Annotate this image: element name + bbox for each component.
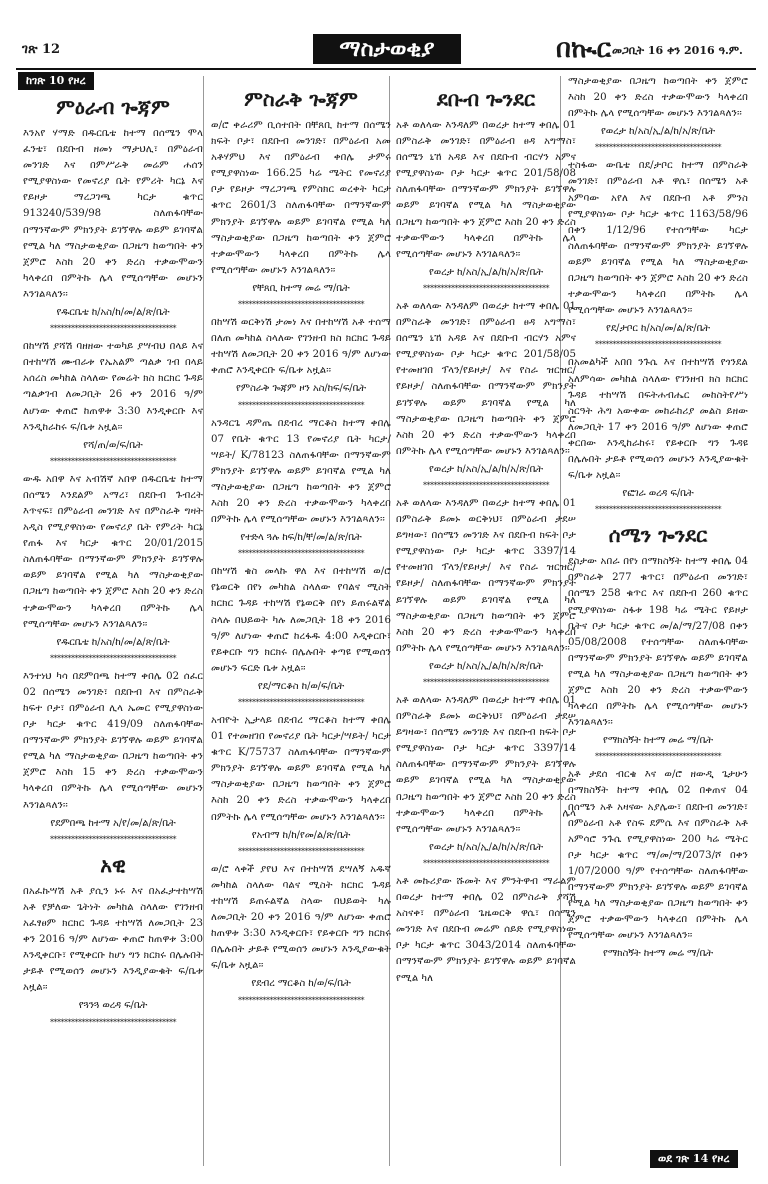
notice-separator: ************************************ xyxy=(595,340,721,350)
notice-text: በከሣሽ ቄስ መላኩ ዋለ እና በተከሣሽ ወ/ሮ የኔወርቅ በየነ መካከል ስላለው የባልና ሚስት ክርክር ጉዳይ ተከሣሽ የኔወርቅ በየነ ይጠሩልኛል ስላሉ በህይወት ካሉ ለመጋቢት 18 ቀን 2016 ዓ/ም ለሆነው ቀጠሮ ከረፋዱ 4:00 እዲቀርቡ፣ የይቀርቡ ግን ክርክሩ በሌሉበት ቀጣዩ የሚወሰን መሆኑን ፍርድ ቤቱ አዟል፡፡ xyxy=(211,566,391,674)
notice-separator: ************************************ xyxy=(238,549,364,559)
notice-separator: ************************************ xyxy=(423,283,549,293)
notice-text: ማስታወቂያው በጋዜጣ ከወጣበት ቀን ጀምሮ እስከ 20 ቀን ድረስ ተቃውሞውን ካላቀረበ በምትኩ ሌላ የሚሰጣቸው መሆኑን እንገልጻለን፡፡ xyxy=(568,76,748,120)
section-heading: ምስራቅ ጐጃም xyxy=(244,87,358,111)
column-3 xyxy=(396,80,576,987)
notice-separator: ************************************ xyxy=(238,300,364,310)
notice-separator: ************************************ xyxy=(50,1017,176,1027)
notice-separator: ************************************ xyxy=(238,698,364,707)
notice xyxy=(211,118,391,311)
notice-signature: የማክስኝት ከተማ መሬ ማ/ቤት xyxy=(602,948,714,960)
section-heading: ሰሜን ጐንደር xyxy=(608,523,708,548)
notice-text: አቶ ወለላው እንዳለም በወረታ ከተማ ቀበሌ 01 በምስራቅ ይመኑ ወርቅነህ፣ በምዕራብ ታደሠ ይግዛው፣ በሰሜን መንገድ እና በደቡብ ክፍት ቦታ የሚያዋስነው ቦታ ካርታ ቁጥር 3397/14 የተመዘገበ ፕላን/የይዞታ/ እና የስራ ዝርዝር/የይዞታ/ ስለጠፋባቸው በማንኛውም ምክንያት ይገኘዋሉ ወይም ይገባኛል የሚል ካለ ማስታወቂያው በጋዜጣ ከወጣበት ቀን ጀምሮ እስከ 20 ቀን ድረስ ተቃውሞውን ካላቀረበ በምትኩ ሌላ የሚሰጣቸው መሆኑን እንገልጻለን፡፡ xyxy=(396,497,576,654)
notice xyxy=(568,158,748,351)
notice-separator: ************************************ xyxy=(50,456,176,466)
notice xyxy=(23,339,203,468)
notice-text: በአመልካች አበበ ንጉሴ እና በተከሣሽ የጎንደል አለምሳው መካከል ስላለው የገንዘብ ክስ ክርክር ጉዳይ ተከሣሽ በፍትሐብሔር መከስትየሥነ ስርዓት ሕግ አውቀው መከራከሪያ መልስ ይዘው ለመጋቢት 17 ቀን 2016 ዓ/ም ለሆነው ቀጠሮ ቀርበው እንዲከራከሩ፣ የይቀርቡ ግን ጉዳዩ በሌሉበት ታይቶ የሚወሰን መሆኑን እንዲያውቁት ፍ/ቤቱ አዟል፡፡ xyxy=(568,357,748,482)
notice-signature: የዱርቤቴ ከ/አስ/ከ/መ/ል/ጽ/ቤት xyxy=(56,307,170,319)
notice-signature: የወረታ ከ/አስ/ኢ/ል/ከ/አ/ጽ/ቤት xyxy=(429,266,543,278)
notice-signature: የወረታ ከ/አስ/ኢ/ል/ከ/አ/ጽ/ቤት xyxy=(429,660,543,672)
notice-text: ተስፋው ውቤቴ በደ/ታቦር ከተማ በምስራቅ መንገድ፣ በምዕራብ አቶ ዋሴ፣ በሰሜን አቶ አምባው አየለ እና በደቡብ አቶ ምንስ የሚያዋስነው ቦታ ካርታ ቁጥር 1163/58/96 በቀን 1/12/96 የተሰጣቸው ካርታ ስለጠፋባቸው በማንኛውም ምክንያት ይገኘዋሉ ወይም ይገባኛል የሚል ካለ ማስታወቂያው በጋዜጣ ከወጣበት ቀን ጀምሮ እስከ 20 ቀን ድረስ ተቃውሞውን ካላቀረበ በምትኩ ሌላ የሚሰጣቸው መሆኑን እንገልጻለን፡፡ xyxy=(568,160,748,317)
notice xyxy=(23,126,203,335)
notice-separator: ************************************ xyxy=(238,400,364,410)
page-number: ገጽ 12 xyxy=(22,42,61,57)
issue-date: መጋቢት 16 ቀን 2016 ዓ.ም. xyxy=(612,44,743,57)
notice xyxy=(396,496,576,689)
section-heading: ደቡብ ጐንደር xyxy=(436,87,536,111)
notice-signature: የወረታ ከ/አስ/ኢ/ል/ከ/አ/ጽ/ቤት xyxy=(429,841,543,853)
notice-text: አቶ ወለላው እንዳለም በወረታ ከተማ ቀበሌ 01 በምስራቅ መንገድ፣ በምዕራብ ፀዳ አግማስ፣ በሰሜን ኒኸ አዳይ እና በደቡብ ብርሃን አምና የሚያዋስነው ቦታ ካርታ ቁጥር 201/58/05 የተመዘገበ ፕላን/የይዞታ/ እና የስራ ዝርዝር/የይዞታ/ ስለጠፋባቸው በማንኛውም ምክንያት ይገኘዋሉ ወይም ይገባኛል የሚል ካለ ማስታወቂያው በጋዜጣ ከወጣበት ቀን ጀምሮ እስከ 20 ቀን ድረስ ተቃውሞውን ካላቀረበ በምትኩ ሌላ የሚሰጣቸው መሆኑን እንገልጻለን፡፡ xyxy=(396,300,576,457)
notice-signature: የማክስኝት ከተማ መሬ ማ/ቤት xyxy=(602,735,714,747)
notice-text: አቶ መኩሪያው ሹመት እና ምንትዋብ ማራልም በወረታ ከተማ ቀበሌ 02 በምስራቅ ያሻሽ አስናቀ፣ በምዕራብ ጌዜወርቅ ዋሴ፣ በሰሜን መንገድ እና በደቡብ መሬም ሰይድ የሚያዋስነው ቦታ ካርታ ቁጥር 3043/2014 ስለጠፋባቸው በማንኛውም ምክንያት ይገኘዋሉ ወይም ይገባኛል የሚል ካለ xyxy=(396,875,576,984)
notice-separator: ************************************ xyxy=(50,324,176,334)
notice-separator: ************************************ xyxy=(595,505,721,515)
continued-from-tag: ከገጽ 10 የዞረ xyxy=(18,72,94,90)
notice-separator: ************************************ xyxy=(595,752,721,762)
notice-signature: የአብማ ከ/ከ/የመ/ል/ጽ/ቤት xyxy=(251,829,351,841)
notice-separator: ************************************ xyxy=(50,834,176,844)
page-header xyxy=(16,34,756,72)
notice-text: እንተነህ ካሳ በደምበጫ ከተማ ቀበሌ 02 ሰፈር 02 በሰሜን መንገድ፣ በደቡብ እና በምስራቅ ከፍተ ቦታ፣ በምዕራብ ሊላ ኤመር የሚያዋስነው ቦታ ካርታ ቁጥር 419/09 ስለጠፋባቸው በማንኛውም ምክንያት ይገኘዋሉ ወይም ይገባኛል የሚል ካለ ማስታወቂያው በጋዜጣ ከወጣበት ቀን ጀምሮ እስከ 15 ቀን ድረስ ተቃውሞውን ካላቀረበ በምትኩ ሌላ የሚሰጣቸው መሆኑን እንገልጻለን፡፡ xyxy=(23,670,203,811)
notice-text: አቶ ታደሰ ብርቄ እና ወ/ሮ ዘውዲ ጌታሁን በማክስኝት ከተማ ቀበሌ 02 በቀጠና 04 በሰሜን አቶ አዛናው አያሌው፣ በደቡብ መንገድ፣ በምዕራብ አቶ የስፍ ደምሴ እና በምስራቅ አቶ አምሳሮ ንጉሴ የሚያዋስነው 200 ካሬ ሜትር ቦታ ካርታ ቁጥር ማ/መ/ማ/2073/ሾ በቀን 1/07/2000 ዓ/ም የተሰጣቸው ስለጠፋባቸው በማንኛውም ምክንያት ይገኘዋሉ ወይም ይገባኛል የሚል ካለ ማስታወቂያው በጋዜጣ ከወጣበት ቀን ጀምሮ ተቃውሞውን ካላቀረበ በምትኩ ሌላ የሚሰጣቸው መሆኑን እንገልጻለን፡፡ xyxy=(568,769,748,942)
notice-signature: የፎገራ ወረዳ ፍ/ቤት xyxy=(622,488,694,500)
notice xyxy=(568,355,748,516)
notice-separator: ************************************ xyxy=(238,846,364,856)
notice xyxy=(568,767,748,962)
notice-signature: የወረታ ከ/አስ/ኢ/ል/ከ/አ/ጽ/ቤት xyxy=(601,126,715,138)
newspaper-name: በኲር xyxy=(556,34,611,64)
header-rule xyxy=(16,68,756,70)
section-heading: አዊ xyxy=(100,852,126,877)
notice-separator: ************************************ xyxy=(238,995,364,1005)
notice-text: ወ/ሮ ቀራሪም ቢሰተበት በቸጸቢ ከተማ በሰሜን ክፍት ቦታ፣ በደቡብ መንገድ፣ በምዕራብ አመ አቶሃምህ እና በምዕራብ ቀበሌ ታምሩ የሚያዋስነው 166.25 ካሬ ሜትር የመኖሪያ ቦታ የይዞታ ማረጋገጫ የምስክር ወረቀት ካርታ ቁጥር 2601/3 ስለጠፋባቸው በማንኛውም ምክንያት ይገኘዋሉ ወይም ይገባኛል የሚል ካለ ማስታወቂያው በጋዜጣ ከወጣበት ቀን ጀምሮ ተቃውሞውን ካላቀረበ በምትኩ ሌላ የሚሰጣቸው መሆኑን እንገልጻለን፡፡ xyxy=(211,120,391,276)
notice xyxy=(23,884,203,1029)
notice-signature: የደ/ታቦር ከ/አስ/መ/ል/ጽ/ቤት xyxy=(606,323,710,335)
notice-text: አብዮት ኢታላይ በደብረ ማርቆስ ከተማ ቀበሌ 01 የተመዘገበ የመኖሪያ ቤት ካርታ/ሣይት/ ካርታ ቁጥር K/75737 ስለጠፋባቸው በማንኛውም ምክንያት ይገኘዋሉ ወይም ይገባኛል የሚል ካለ ማስታወቂያው በጋዜጣ ከወጣበት ቀን ጀምሮ እስከ 20 ቀን ድረስ ተቃውሞውን ካላቀረበ በምትኩ ሌላ የሚሰጣቸው መሆኑን እንገልጻለን፡፡ xyxy=(211,715,391,823)
notice xyxy=(211,564,391,709)
section-title-box: ማስታወቂያ xyxy=(313,34,461,64)
notice xyxy=(396,118,576,295)
notice-text: ውዱ አበዋ እና አብሽኛ አበዋ በዱርቤቴ ከተማ በሰሜን እንደልም አማረ፣ በደቡብ ጉብረት እጥናፍ፣ በምዕራብ መንገድ እና በምስራቅ ግዛት አዲስ የሚያዋስነው የመኖሪያ ቤት የምሪት ካርኔ የጠፋ እና ካርታ ቁጥር 20/01/2015 ስለጠፋባቸው በማንኛውም ምክንያት ይገኘዋሉ ወይም ይገባኛል የሚል ካለ ማስታወቂያው በጋዜጣ ከወጣበት ቀን ጀምሮ እስከ 20 ቀን ድረስ ተቃውሞውን ካላቀረበ በምትኩ ሌላ የሚሰጣቸው መሆኑን እንገልጻለን፡፡ xyxy=(23,473,203,630)
column-1 xyxy=(23,88,203,1033)
notice-signature: የጓንጓ ወረዳ ፍ/ቤት xyxy=(78,1000,148,1012)
notice-text: እንአየ ሃማድ በዱርቤቴ ከተማ በሰሜን ሞላ ፈንቴ፣ በደቡብ ዘመነ ማታህሊ፣ በምዕራብ መንገድ እና በምሥራቅ መሬም ሐሰን የሚያዋስነው የመኖሪያ ቤት የምሪት ካርኔ እና የይዞታ ማረጋገጫ ካርታ ቁጥር 913240/539/98 ስለጠፋባቸው በማንኛውም ምክንያት ይገኘዋሉ ወይም ይገባኛል የሚል ካለ ማስታወቂያው በጋዜጣ ከወጣበት ቀን ጀምሮ እስከ 20 ቀን ድረስ ተቃውሞውን ካላቀረበ በምትኩ ሌላ የሚሰጣቸው መሆኑን እንገልጻለን፡፡ xyxy=(23,128,203,300)
notice-text: አቶ ወለላው እንዳለም በወረታ ከተማ ቀበሌ 01 በምስራቅ ይመኑ ወርቅነህ፣ በምዕራብ ታደሠ ይግዛው፣ በሰሜን መንገድ እና በደቡብ ክፍት ቦታ የሚያዋስነው ቦታ ካርታ ቁጥር 3397/14 ስለጠፋባቸው በማንኛውም ምክንያት ይገኘዋሉ ወይም ይገባኛል የሚል ካለ ማስታወቂያው በጋዜጣ ከወጣበት ቀን ጀምሮ እስከ 20 ቀን ድረስ ተቃውሞውን ካላቀረበ በምትኩ ሌላ የሚሰጣቸው መሆኑን እንገልጻለን፡፡ xyxy=(396,695,576,835)
notice-signature: የምስራቅ ጐጃም ዞን አስ/ከፍ/ፍ/ቤት xyxy=(236,383,366,395)
notice xyxy=(568,74,748,154)
notice-separator: ************************************ xyxy=(50,653,176,663)
notice xyxy=(396,874,576,987)
notice xyxy=(211,416,391,561)
notice xyxy=(211,315,391,411)
notice-separator: ************************************ xyxy=(423,858,549,868)
notice-separator: ************************************ xyxy=(423,678,549,687)
notice-text: በከሣሽ ያሻሽ ባዘዘው ተወካይ ያሣብህ በላይ እና በተከሣሽ ሙብራቱ የኤአልም ጣልቃ ገብ በላይ አሰረስ መካከል ስላለው የመሬት ክስ ክርክር ጉዳይ ጣልቃገብ ለመጋቢት 26 ቀን 2016 ዓ/ም ለሆነው ቀጠሮ ከጠዋቱ 3:30 እንዲቀርቡ እና እንዲከራከሩ ፍ/ቤቱ አዟል፡፡ xyxy=(23,341,203,433)
notice-signature: የደምበጫ ከተማ አ/የ/መ/ል/ጽ/ቤት xyxy=(50,817,176,829)
notice xyxy=(211,862,391,1007)
notice-signature: የሻ/ጠ/ወ/ፍ/ቤት xyxy=(83,439,143,451)
notice-text: አቶ ወለላው እንዳለም በወረታ ከተማ ቀበሌ 01 በምስራቅ መንገድ፣ በምዕራብ ፀዳ አግማስ፣ በሰሜን ኒኸ አዳይ እና በደቡብ ብርሃን አምና የሚያዋስነው ቦታ ካርታ ቁጥር 201/58/08 ስለጠፋባቸው በማንኛውም ምክንያት ይገኘዋሉ ወይም ይገባኛል የሚል ካለ ማስታወቂያው በጋዜጣ ከወጣበት ቀን ጀምሮ እስከ 20 ቀን ድረስ ተቃውሞውን ካላቀረበ በምትኩ ሌላ የሚሰጣቸው መሆኑን እንገልጻለን፡፡ xyxy=(396,120,576,260)
notice-text: ወ/ሮ ላቀች ያየህ እና በተከሣሽ ደሣለኝ አዱኛ መካከል ስላለው ባልና ሚስት ክርክር ጉዳይ ተከሣሽ ይጠሩልኛል ስላው በህይወት ካሉ ለመጋቢት 20 ቀን 2016 ዓ/ም ለሆነው ቀጠሮ ከጠዋቱ 3:30 እንዲቀርቡ፣ የይቀርቡ ግን ክርክሩ በሌሉበት ታይቶ የሚወሰን መሆኑን እንዲያውቁት ፍ/ቤቱ አዟል፡፡ xyxy=(211,863,391,972)
continued-to-tag: ወደ ገጽ 14 የዞረ xyxy=(650,1150,738,1168)
notice-signature: የወረታ ከ/አስ/ኢ/ል/ከ/አ/ጽ/ቤት xyxy=(429,463,543,475)
notice-text: ደስታው አበራ በየነ በማክስኝት ከተማ ቀበሌ 04 በምስራቅ 277 ቁጥር፣ በምዕራብ መንገድ፣ በሰሜን 258 ቁጥር እና በደቡብ 260 ቁጥር የሚያዋስነው ስፋቱ 198 ካሬ ሜትር የይዞታ ቤትና ቦታ ካርታ ቁጥር መ/ል/ማ/27/08 በቀን 05/08/2008 የተሰጣቸው ስለጠፋባቸው በማንኛውም ምክንያት ይገኘዋሉ ወይም ይገባኛል የሚል ካለ ማስታወቂያው በጋዜጣ ከወጣበት ቀን ጀምሮ እስከ 20 ቀን ድረስ ተቃውሞውን ካላቀረበ በምትኩ ሌላ የሚሰጣቸው መሆኑን እንገልጻለን፡፡ xyxy=(568,556,748,729)
notice-text: በአፈኩሣሽ አቶ ያሲን ኑሩ እና በአፈታተከሣሽ አቶ የቻለው ጌትነት መካከል ስላለው የገንዘብ አፈፃፀም ክርክር ጉዳይ ተከሣሽ ለመጋቢት 23 ቀን 2016 ዓ/ም ለሆነው ቀጠሮ ከጠዋቱ 3:00 እንዲቀርቡ፣ የሚቀርቡ ከሆነ ግን ክርክሩ በሌሉበት ታይቶ የሚወሰን መሆኑን እንዲያውቁት ፍ/ቤቱ አዟል፡፡ xyxy=(23,885,203,994)
notice-text: አንዳርጌ ዳምጤ በደብረ ማርቆስ ከተማ ቀበሌ 07 የቤት ቁጥር 13 የመኖሪያ ቤት ካርታ/ ሣይት/ K/78123 ስለጠፋባቸው በማንኛውም ምክንያት ይገኘዋሉ ወይም ይገባኛል የሚል ካለ ማስታወቂያው በጋዜጣ ከወጣበት ቀን ጀምሮ እስከ 20 ቀን ድረስ ተቃውሞውን ካላቀረበ በምትኩ ሌላ የሚሰጣቸው መሆኑን እንገልጻለን፡፡ xyxy=(211,417,391,526)
notice xyxy=(23,472,203,665)
notice xyxy=(568,554,748,763)
notice-signature: የደ/ማርቆስ ከ/ወ/ፍ/ቤት xyxy=(257,680,345,692)
notice xyxy=(396,693,576,870)
notice xyxy=(396,299,576,492)
notice-signature: የደብረ ማርቆስ ከ/ወ/ፍ/ቤት xyxy=(251,978,351,990)
notice-separator: ************************************ xyxy=(423,480,549,490)
notice-signature: የተድላ ጓሉ ከፍ/ከ/ቸ/መ/ል/ጽ/ቤት xyxy=(240,532,362,544)
column-divider xyxy=(203,76,204,1166)
notice xyxy=(211,713,391,858)
notice-signature: የዱርቤቴ ከ/አስ/ከ/መ/ል/ጽ/ቤት xyxy=(56,636,170,648)
notice xyxy=(23,669,203,846)
section-heading: ምዕራብ ጐጃም xyxy=(56,95,170,119)
notice-signature: የቸጸቢ ከተማ መሬ ማ/ቤት xyxy=(252,282,350,294)
notice-text: በከሣሽ ወርቅነሽ ታመነ እና በተከሣሽ አቶ ተሰማ በለጠ መካከል ስላለው የገንዘብ ክስ ክርክር ጉዳይ ተከሣሽ ለመጋቢት 20 ቀን 2016 ዓ/ም ለሆነው ቀጠሮ እንዲቀርቡ ፍ/ቤቱ አዟል፡፡ xyxy=(211,317,391,377)
column-4 xyxy=(568,74,748,965)
column-2 xyxy=(211,80,391,1011)
notice-separator: ************************************ xyxy=(595,143,721,153)
